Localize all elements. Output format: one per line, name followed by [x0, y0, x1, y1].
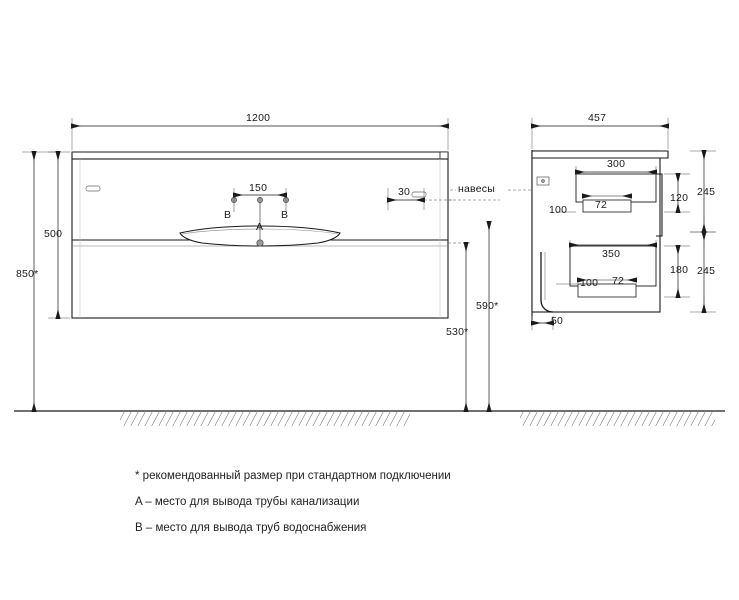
- upper-height-label: 120: [670, 192, 689, 204]
- front-view-group: [22, 118, 500, 411]
- upper-zone-label: 245: [697, 186, 716, 198]
- upper-drawer-width-label: 300: [607, 158, 626, 170]
- lower-zone-label: 245: [697, 265, 716, 277]
- note-line-3: B – место для вывода труб водоснабжения: [135, 522, 367, 534]
- front-width-label: 1200: [246, 112, 271, 124]
- cabinet-height-label: 500: [44, 228, 63, 240]
- marker-b-right-label: B: [281, 209, 289, 221]
- marker-a-label: A: [256, 221, 264, 233]
- bottom-offset-label: 50: [551, 315, 564, 327]
- side-offset-label: 30: [398, 186, 411, 198]
- side-depth-label: 457: [588, 112, 607, 124]
- lower-inner-label: 72: [612, 275, 625, 287]
- hangers-callout-label: навесы: [458, 183, 495, 195]
- alt-height-label: 530*: [446, 326, 469, 338]
- note-line-1: * рекомендованный размер при стандартном подключении: [135, 470, 451, 482]
- lower-drawer-width-label: 350: [602, 248, 621, 260]
- note-line-2: A – место для вывода трубы канализации: [135, 496, 360, 508]
- upper-inner-label: 72: [595, 199, 608, 211]
- lower-left-label: 100: [580, 277, 599, 289]
- marker-b-left-label: B: [224, 209, 232, 221]
- lower-height-label: 180: [670, 264, 689, 276]
- total-height-label: 850*: [16, 268, 39, 280]
- side-view-group: [532, 118, 716, 330]
- upper-left-label: 100: [549, 204, 568, 216]
- notes-block: [135, 470, 655, 548]
- floor-line-group: [14, 411, 725, 426]
- faucet-spacing-label: 150: [249, 182, 268, 194]
- drain-height-label: 590*: [476, 300, 499, 312]
